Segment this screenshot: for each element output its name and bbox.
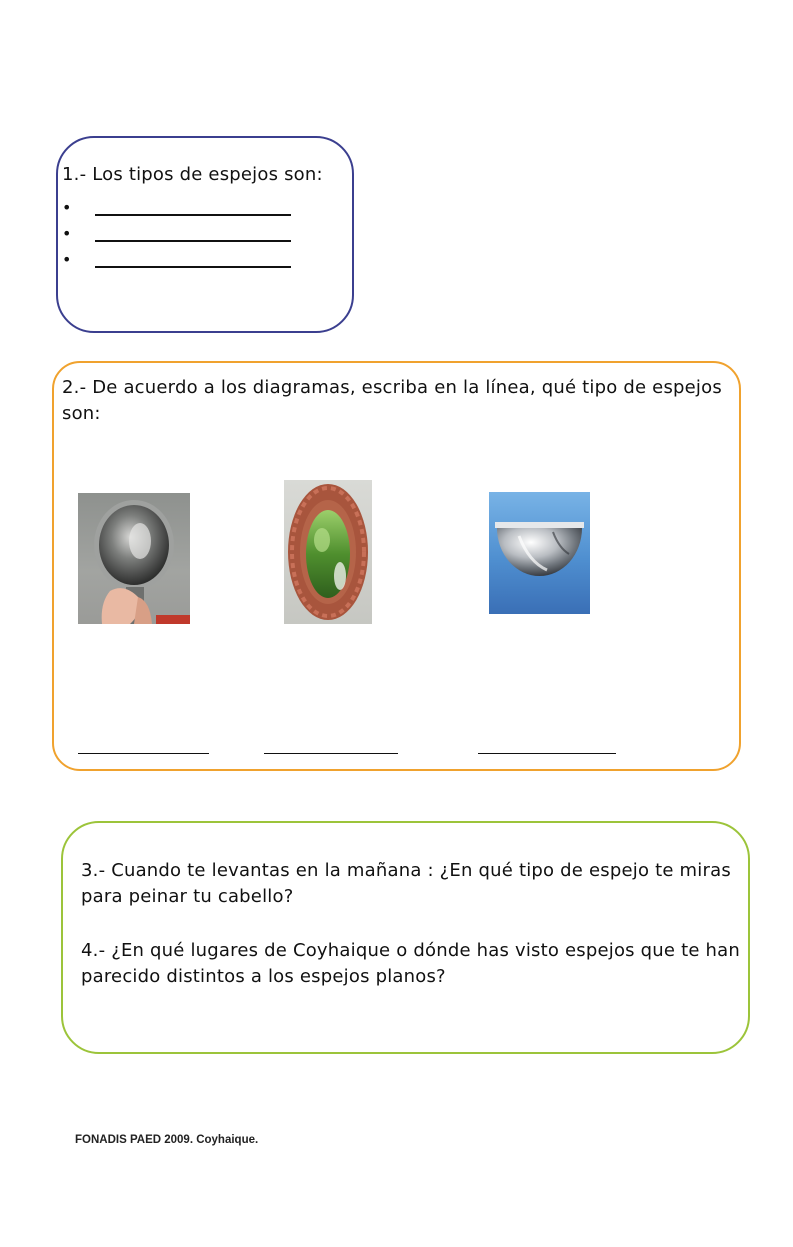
question-1-text: 1.- Los tipos de espejos son: <box>62 164 323 185</box>
bullet-icon: • <box>62 198 72 217</box>
question-4-text: 4.- ¿En qué lugares de Coyhaique o dónde has visto espejos que te han parecido distintos a los espejos planos? <box>81 940 741 987</box>
concave-spoon-mirror-photo <box>78 493 190 624</box>
question-3-text: 3.- Cuando te levantas en la mañana : ¿En qué tipo de espejo te miras para peinar tu cabello? <box>81 860 731 907</box>
bullet-icon: • <box>62 250 72 269</box>
answer-blank-line[interactable] <box>95 240 291 242</box>
answer-blank-line[interactable] <box>95 214 291 216</box>
answer-line-frame[interactable] <box>264 753 398 754</box>
answer-line-dome[interactable] <box>478 753 616 754</box>
convex-dome-mirror-photo <box>489 492 590 614</box>
ornate-framed-mirror-photo <box>284 480 372 624</box>
question-2-text: 2.- De acuerdo a los diagramas, escriba en la línea, qué tipo de espejos son: <box>62 377 722 424</box>
answer-blank-line[interactable] <box>95 266 291 268</box>
answer-blank-row <box>62 196 302 220</box>
answer-blank-row <box>62 248 302 272</box>
bullet-icon: • <box>62 224 72 243</box>
answer-blank-row <box>62 222 302 246</box>
answer-line-spoon[interactable] <box>78 753 209 754</box>
footer-credit: FONADIS PAED 2009. Coyhaique. <box>75 1134 259 1146</box>
